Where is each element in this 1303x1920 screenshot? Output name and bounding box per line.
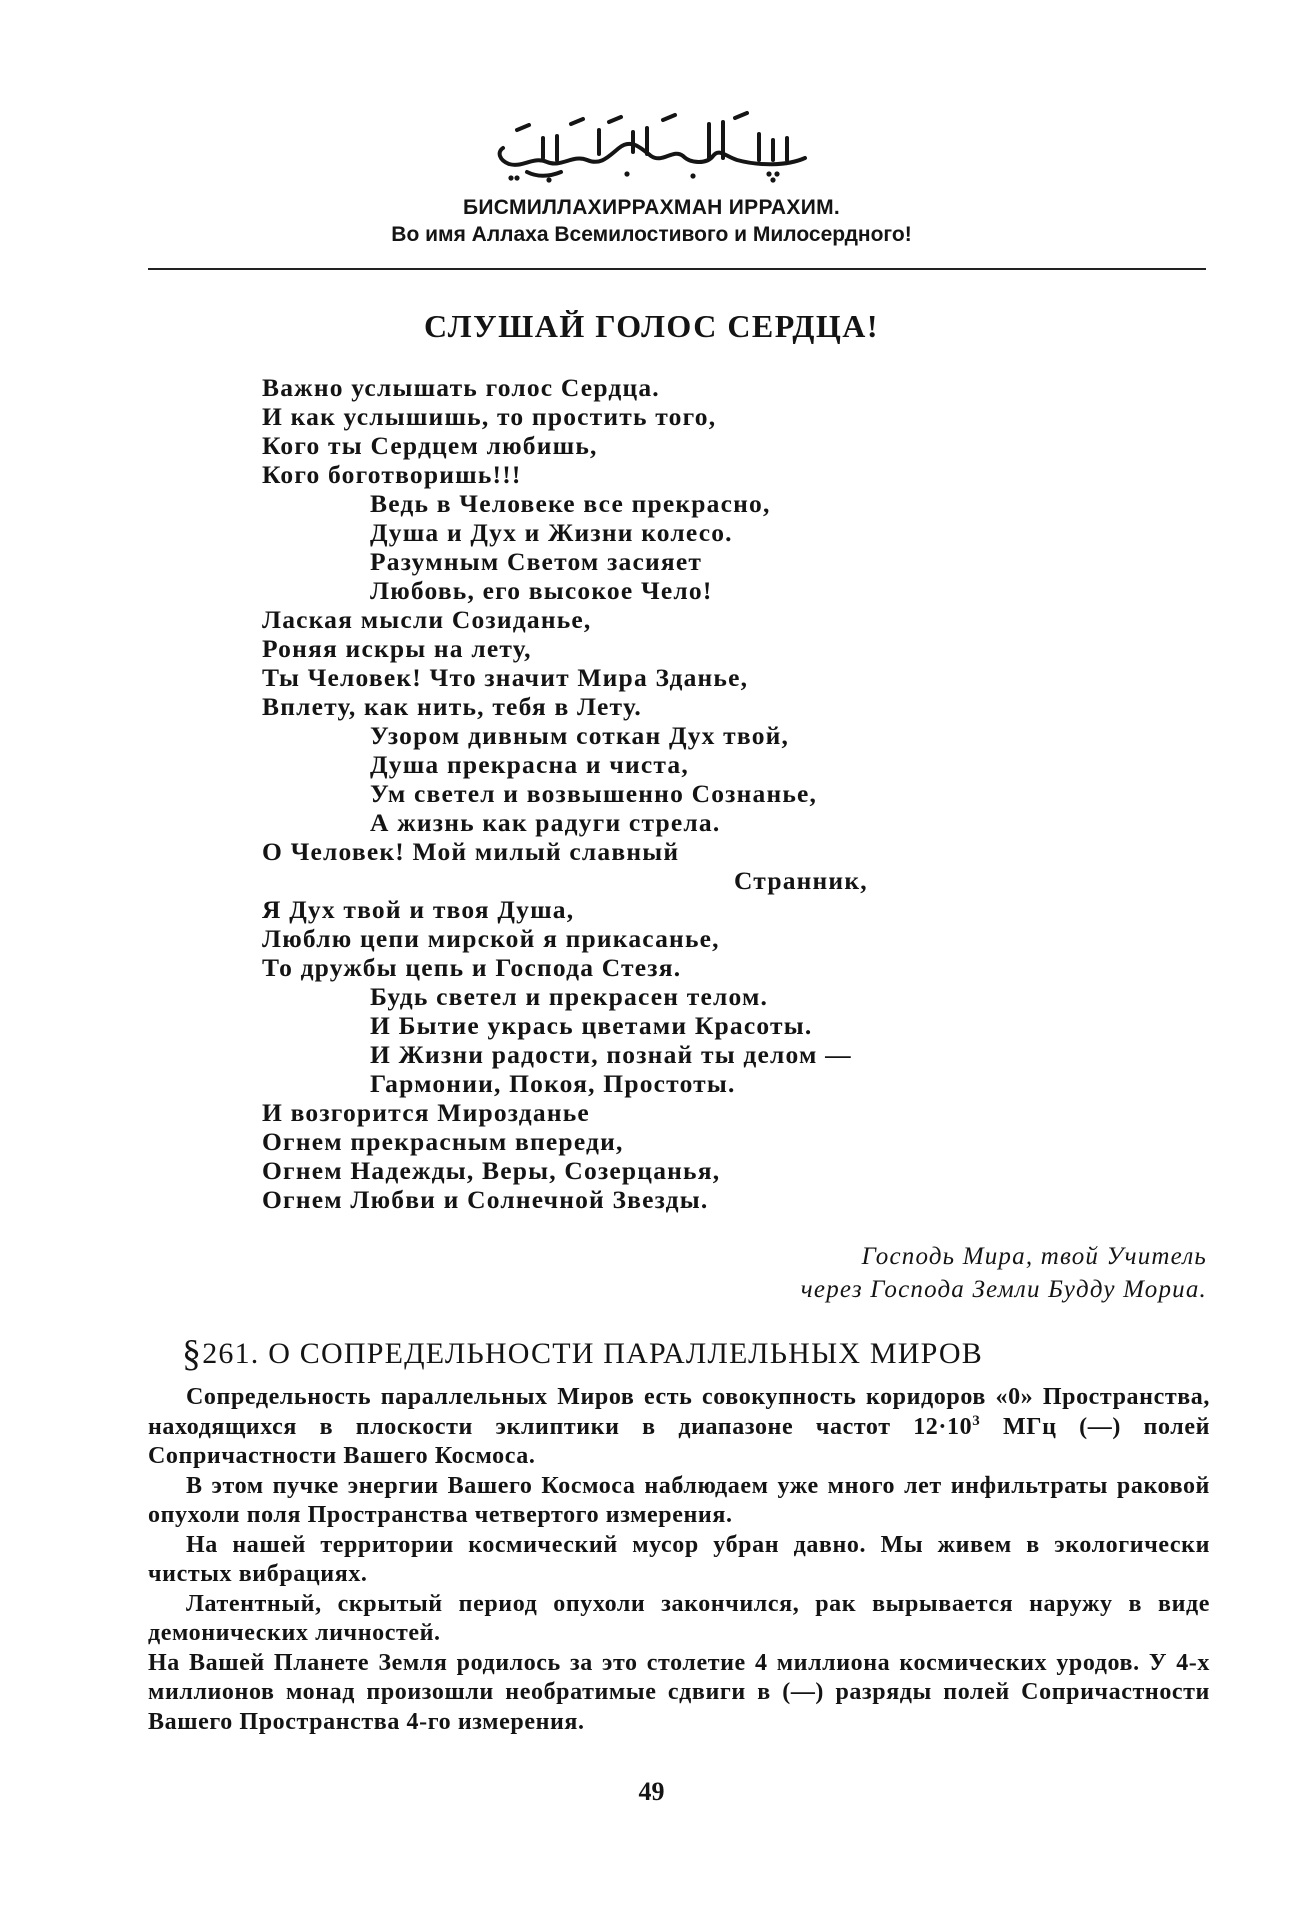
poem-line: Огнем Надежды, Веры, Созерцанья, [262, 1156, 721, 1185]
paragraph [148, 1383, 1210, 1472]
paragraph: На Вашей Планете Земля родилось за это столетие 4 миллиона космических уродов. У 4-х миллионов монад произошли необратимые сдвиги в (—) разряды полей Сопричастности Вашего Пространства 4-го измерения. [148, 1649, 1210, 1735]
paragraph: В этом пучке энергии Вашего Космоса наблюдаем уже много лет инфильтраты раковой опухоли поля Пространства четвертого измерения. [148, 1472, 1210, 1528]
poem-line: И Жизни радости, познай ты делом — [370, 1040, 852, 1069]
paragraph: На нашей территории космический мусор убран давно. Мы живем в экологически чистых вибрациях. [148, 1531, 1210, 1587]
poem-line: И Бытие укрась цветами Красоты. [370, 1011, 813, 1040]
poem-line: Душа и Дух и Жизни колесо. [370, 518, 733, 547]
poem-signature [507, 1240, 1207, 1306]
poem-line: Гармонии, Покоя, Простоты. [370, 1069, 736, 1098]
poem-title: СЛУШАЙ ГОЛОС СЕРДЦА! [423, 308, 880, 344]
section-heading [182, 1332, 983, 1376]
section-sign: § [182, 1333, 203, 1375]
poem-line: И возгорится Мирозданье [262, 1098, 590, 1127]
poem-line: Важно услышать голос Сердца. [262, 373, 660, 402]
paragraph-text: Сопредельность параллельных Миров есть совокупность коридоров «0» Пространства, находящихся в плоскости эклиптики в диапазоне частот 12·10 [148, 1384, 1210, 1440]
paragraph: Латентный, скрытый период опухоли закончился, рак вырывается наружу в виде демонических личностей. [148, 1590, 1210, 1646]
poem-line: Ведь в Человеке все прекрасно, [370, 489, 771, 518]
basmala-translation: Во имя Аллаха Всемилостивого и Милосердного! [391, 223, 912, 246]
poem-body [262, 373, 1022, 1214]
poem-line: Будь светел и прекрасен телом. [370, 982, 769, 1011]
poem-line: То дружбы цепь и Господа Стезя. [262, 953, 682, 982]
basmala-transliteration: БИСМИЛЛАХИРРАХМАН ИРРАХИМ. [462, 196, 841, 219]
poem-line: Странник, [734, 866, 868, 895]
section-body [148, 1383, 1210, 1737]
poem-line: Кого ты Сердцем любишь, [262, 431, 598, 460]
poem-line: Ум светел и возвышенно Сознанье, [370, 779, 818, 808]
arabic-calligraphy-icon [487, 108, 817, 188]
poem-line: О Человек! Мой милый славный [262, 837, 680, 866]
header-divider [148, 268, 1206, 270]
poem-line: Узором дивным соткан Дух твой, [370, 721, 790, 750]
poem-line: Кого боготворишь!!! [262, 460, 522, 489]
signature-line: Господь Мира, твой Учитель [861, 1243, 1207, 1270]
superscript: 3 [972, 1412, 981, 1429]
poem-line: Я Дух твой и твоя Душа, [262, 895, 575, 924]
poem-line: Душа прекрасна и чиста, [370, 750, 689, 779]
poem-line: Разумным Светом засияет [370, 547, 703, 576]
poem-line: Огнем Любви и Солнечной Звезды. [262, 1185, 709, 1214]
poem-line: Любовь, его высокое Чело! [370, 576, 713, 605]
poem-line: А жизнь как радуги стрела. [370, 808, 721, 837]
page-number: 49 [638, 1777, 665, 1806]
poem-line: Лаская мысли Созиданье, [262, 605, 592, 634]
signature-line: через Господа Земли Будду Мориа. [800, 1276, 1207, 1303]
poem-line: Огнем прекрасным впереди, [262, 1127, 624, 1156]
poem-line: Люблю цепи мирской я прикасанье, [262, 924, 720, 953]
poem-line: И как услышишь, то простить того, [262, 402, 717, 431]
basmala-calligraphy [0, 108, 1303, 188]
poem-line: Вплету, как нить, тебя в Лету. [262, 692, 642, 721]
poem-line: Ты Человек! Что значит Мира Зданье, [262, 663, 749, 692]
section-heading-text: 261. О СОПРЕДЕЛЬНОСТИ ПАРАЛЛЕЛЬНЫХ МИРОВ [202, 1337, 983, 1370]
poem-line: Роняя искры на лету, [262, 634, 532, 663]
paragraph-text: МГц (—) полей Сопричастности Вашего Космоса. [148, 1413, 1210, 1469]
